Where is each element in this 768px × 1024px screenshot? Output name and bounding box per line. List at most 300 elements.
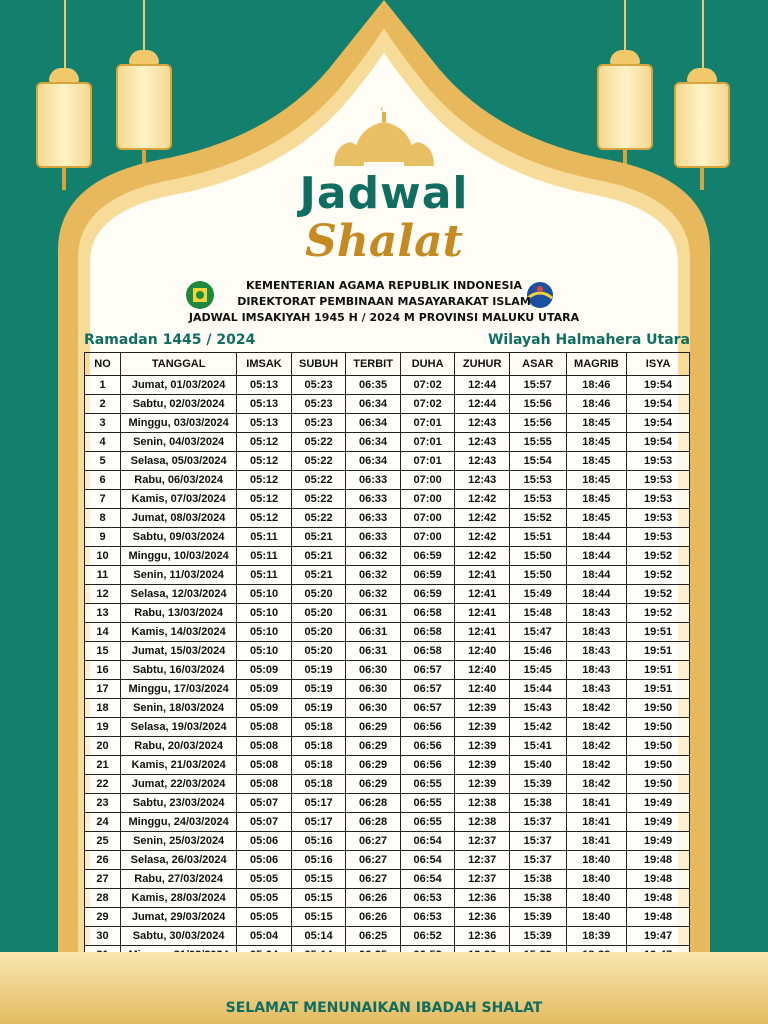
region-label: Wilayah Halmahera Utara	[487, 332, 690, 348]
table-cell: 05:13	[237, 414, 292, 433]
table-cell: 16	[85, 661, 121, 680]
table-cell: 15:39	[509, 927, 566, 946]
table-cell: 13	[85, 604, 121, 623]
column-header: ASAR	[509, 353, 566, 376]
table-cell: 05:21	[291, 566, 346, 585]
table-cell: Selasa, 19/03/2024	[121, 718, 237, 737]
table-cell: Minggu, 24/03/2024	[121, 813, 237, 832]
table-cell: 05:10	[237, 585, 292, 604]
table-cell: 19:48	[627, 908, 690, 927]
column-header: ISYA	[627, 353, 690, 376]
table-cell: 05:15	[291, 908, 346, 927]
schedule-table-wrap	[84, 352, 690, 965]
table-cell: 5	[85, 452, 121, 471]
table-cell: 19:51	[627, 661, 690, 680]
table-cell: 05:23	[291, 395, 346, 414]
table-cell: 12:43	[455, 452, 510, 471]
table-cell: Sabtu, 23/03/2024	[121, 794, 237, 813]
table-cell: 18:45	[566, 414, 627, 433]
column-header: TANGGAL	[121, 353, 237, 376]
table-cell: 05:11	[237, 566, 292, 585]
table-cell: 05:22	[291, 490, 346, 509]
column-header: SUBUH	[291, 353, 346, 376]
table-cell: 05:19	[291, 661, 346, 680]
table-cell: 06:56	[400, 718, 455, 737]
table-cell: 12:37	[455, 870, 510, 889]
table-cell: 06:27	[346, 832, 401, 851]
table-cell: 19:52	[627, 585, 690, 604]
table-cell: 15:39	[509, 908, 566, 927]
table-cell: 18:41	[566, 794, 627, 813]
table-cell: 06:54	[400, 870, 455, 889]
table-body	[85, 376, 690, 965]
table-cell: 06:58	[400, 623, 455, 642]
table-cell: 18:43	[566, 642, 627, 661]
table-cell: 05:06	[237, 851, 292, 870]
table-cell: 05:19	[291, 699, 346, 718]
table-cell: 15:56	[509, 395, 566, 414]
table-cell: 06:54	[400, 832, 455, 851]
org-line-2: DIREKTORAT PEMBINAAN MASAYARAKAT ISLAM	[237, 295, 531, 308]
table-cell: Senin, 04/03/2024	[121, 433, 237, 452]
table-cell: 19:54	[627, 414, 690, 433]
table-cell: 06:33	[346, 528, 401, 547]
table-cell: 12:42	[455, 547, 510, 566]
table-cell: 18:42	[566, 775, 627, 794]
table-cell: 05:10	[237, 623, 292, 642]
table-cell: 12:40	[455, 680, 510, 699]
table-cell: 05:11	[237, 528, 292, 547]
table-cell: 05:13	[237, 395, 292, 414]
table-cell: Selasa, 12/03/2024	[121, 585, 237, 604]
table-cell: 06:55	[400, 813, 455, 832]
table-cell: 7	[85, 490, 121, 509]
table-cell: 06:33	[346, 471, 401, 490]
table-row	[85, 490, 690, 509]
table-row	[85, 509, 690, 528]
table-cell: 1	[85, 376, 121, 395]
table-cell: 19:48	[627, 870, 690, 889]
table-cell: 18:44	[566, 528, 627, 547]
table-cell: 05:18	[291, 737, 346, 756]
table-cell: 05:08	[237, 737, 292, 756]
table-cell: 06:32	[346, 585, 401, 604]
table-cell: 06:26	[346, 889, 401, 908]
table-cell: 4	[85, 433, 121, 452]
table-cell: 18:39	[566, 927, 627, 946]
table-row	[85, 395, 690, 414]
table-cell: 06:28	[346, 794, 401, 813]
table-cell: 18:44	[566, 547, 627, 566]
table-cell: 05:16	[291, 851, 346, 870]
table-cell: 07:00	[400, 490, 455, 509]
table-cell: 24	[85, 813, 121, 832]
table-cell: 3	[85, 414, 121, 433]
table-row	[85, 775, 690, 794]
table-cell: Jumat, 01/03/2024	[121, 376, 237, 395]
table-cell: 05:05	[237, 889, 292, 908]
table-cell: 05:07	[237, 794, 292, 813]
table-row	[85, 718, 690, 737]
table-cell: 6	[85, 471, 121, 490]
table-cell: 15:53	[509, 471, 566, 490]
table-cell: 05:18	[291, 775, 346, 794]
table-cell: 05:08	[237, 718, 292, 737]
table-cell: 12:39	[455, 737, 510, 756]
table-cell: 06:53	[400, 908, 455, 927]
table-cell: Sabtu, 09/03/2024	[121, 528, 237, 547]
table-cell: 05:19	[291, 680, 346, 699]
table-cell: 05:10	[237, 604, 292, 623]
table-cell: Kamis, 07/03/2024	[121, 490, 237, 509]
table-cell: 15:38	[509, 870, 566, 889]
table-cell: Selasa, 05/03/2024	[121, 452, 237, 471]
table-cell: 18:43	[566, 661, 627, 680]
table-cell: 12:39	[455, 775, 510, 794]
table-cell: 07:02	[400, 376, 455, 395]
table-row	[85, 452, 690, 471]
table-cell: Kamis, 21/03/2024	[121, 756, 237, 775]
table-row	[85, 623, 690, 642]
table-header-row	[85, 353, 690, 376]
table-cell: 19:50	[627, 737, 690, 756]
table-cell: 12:38	[455, 794, 510, 813]
table-cell: 15:52	[509, 509, 566, 528]
table-cell: 06:57	[400, 661, 455, 680]
table-cell: 18:41	[566, 813, 627, 832]
table-cell: Jumat, 22/03/2024	[121, 775, 237, 794]
table-cell: 18:45	[566, 490, 627, 509]
table-cell: 06:34	[346, 414, 401, 433]
table-row	[85, 699, 690, 718]
table-cell: 06:56	[400, 737, 455, 756]
table-cell: 12:38	[455, 813, 510, 832]
table-cell: 06:58	[400, 642, 455, 661]
table-cell: 05:14	[291, 927, 346, 946]
table-cell: 12:39	[455, 756, 510, 775]
table-cell: 05:13	[237, 376, 292, 395]
table-cell: 06:54	[400, 851, 455, 870]
table-cell: 06:35	[346, 376, 401, 395]
table-cell: 19:54	[627, 376, 690, 395]
table-cell: Minggu, 10/03/2024	[121, 547, 237, 566]
table-cell: 18:42	[566, 718, 627, 737]
table-row	[85, 585, 690, 604]
org-line-3: JADWAL IMSAKIYAH 1945 H / 2024 M PROVINSI MALUKU UTARA	[188, 311, 580, 324]
table-cell: 06:29	[346, 756, 401, 775]
table-cell: 18:40	[566, 889, 627, 908]
table-cell: 29	[85, 908, 121, 927]
table-cell: 15:43	[509, 699, 566, 718]
table-cell: Senin, 18/03/2024	[121, 699, 237, 718]
table-cell: 05:15	[291, 870, 346, 889]
table-cell: Rabu, 20/03/2024	[121, 737, 237, 756]
table-cell: 19:53	[627, 452, 690, 471]
table-cell: 05:18	[291, 756, 346, 775]
table-cell: 06:33	[346, 509, 401, 528]
table-row	[85, 433, 690, 452]
table-cell: 15:51	[509, 528, 566, 547]
table-row	[85, 642, 690, 661]
table-cell: 19	[85, 718, 121, 737]
table-cell: 06:25	[346, 927, 401, 946]
table-cell: Jumat, 08/03/2024	[121, 509, 237, 528]
table-row	[85, 794, 690, 813]
table-cell: 15:49	[509, 585, 566, 604]
table-cell: 18:46	[566, 395, 627, 414]
table-cell: 05:10	[237, 642, 292, 661]
table-cell: 15:38	[509, 889, 566, 908]
table-cell: 28	[85, 889, 121, 908]
table-cell: 2	[85, 395, 121, 414]
org-line-1: KEMENTERIAN AGAMA REPUBLIK INDONESIA	[245, 279, 523, 292]
table-row	[85, 908, 690, 927]
table-cell: 18:46	[566, 376, 627, 395]
table-cell: 05:09	[237, 680, 292, 699]
table-cell: 15:41	[509, 737, 566, 756]
table-cell: 11	[85, 566, 121, 585]
table-cell: 12:41	[455, 585, 510, 604]
table-cell: 21	[85, 756, 121, 775]
table-cell: 12:41	[455, 604, 510, 623]
table-cell: Minggu, 03/03/2024	[121, 414, 237, 433]
table-cell: 05:20	[291, 585, 346, 604]
table-cell: 06:33	[346, 490, 401, 509]
table-cell: 05:07	[237, 813, 292, 832]
table-cell: 05:20	[291, 623, 346, 642]
table-cell: 12:36	[455, 889, 510, 908]
table-cell: 15	[85, 642, 121, 661]
table-row	[85, 661, 690, 680]
table-cell: 05:23	[291, 376, 346, 395]
table-cell: Sabtu, 30/03/2024	[121, 927, 237, 946]
table-cell: Senin, 11/03/2024	[121, 566, 237, 585]
table-cell: 14	[85, 623, 121, 642]
column-header: ZUHUR	[455, 353, 510, 376]
title-shalat: Shalat	[305, 216, 463, 267]
table-cell: 06:59	[400, 585, 455, 604]
table-cell: 07:01	[400, 414, 455, 433]
table-cell: 18:43	[566, 623, 627, 642]
table-cell: 15:45	[509, 661, 566, 680]
table-cell: Rabu, 06/03/2024	[121, 471, 237, 490]
table-cell: 07:00	[400, 509, 455, 528]
table-cell: 15:55	[509, 433, 566, 452]
column-header: NO	[85, 353, 121, 376]
table-row	[85, 604, 690, 623]
table-cell: 23	[85, 794, 121, 813]
table-cell: Rabu, 27/03/2024	[121, 870, 237, 889]
table-cell: 19:49	[627, 832, 690, 851]
table-cell: 06:56	[400, 756, 455, 775]
table-cell: 05:12	[237, 490, 292, 509]
table-cell: 07:00	[400, 471, 455, 490]
table-cell: 15:50	[509, 566, 566, 585]
table-cell: 15:54	[509, 452, 566, 471]
table-cell: 18:45	[566, 452, 627, 471]
table-cell: 05:08	[237, 775, 292, 794]
table-cell: 12:43	[455, 414, 510, 433]
table-cell: 06:31	[346, 604, 401, 623]
table-cell: 15:56	[509, 414, 566, 433]
table-cell: 19:53	[627, 509, 690, 528]
table-cell: 19:54	[627, 433, 690, 452]
table-cell: 07:02	[400, 395, 455, 414]
table-cell: 19:51	[627, 623, 690, 642]
table-row	[85, 870, 690, 889]
table-cell: 06:59	[400, 566, 455, 585]
table-row	[85, 528, 690, 547]
table-cell: 15:42	[509, 718, 566, 737]
table-cell: 8	[85, 509, 121, 528]
table-cell: 06:31	[346, 642, 401, 661]
table-cell: 15:39	[509, 775, 566, 794]
table-cell: 18:40	[566, 851, 627, 870]
table-cell: Kamis, 14/03/2024	[121, 623, 237, 642]
table-cell: 06:31	[346, 623, 401, 642]
table-cell: 05:22	[291, 452, 346, 471]
table-cell: Kamis, 28/03/2024	[121, 889, 237, 908]
table-cell: 05:12	[237, 471, 292, 490]
table-cell: 18	[85, 699, 121, 718]
table-cell: 06:30	[346, 680, 401, 699]
table-cell: 19:49	[627, 794, 690, 813]
table-cell: 25	[85, 832, 121, 851]
table-cell: 10	[85, 547, 121, 566]
table-cell: 12:40	[455, 642, 510, 661]
table-cell: 06:29	[346, 737, 401, 756]
table-cell: Sabtu, 16/03/2024	[121, 661, 237, 680]
table-cell: 12	[85, 585, 121, 604]
table-cell: 07:01	[400, 433, 455, 452]
table-cell: 15:46	[509, 642, 566, 661]
table-row	[85, 813, 690, 832]
title-jadwal: Jadwal	[299, 168, 469, 219]
table-cell: 05:20	[291, 642, 346, 661]
mosque-dome-icon	[330, 100, 438, 170]
table-cell: 05:18	[291, 718, 346, 737]
table-cell: 05:06	[237, 832, 292, 851]
table-cell: 18:43	[566, 680, 627, 699]
table-cell: 05:21	[291, 547, 346, 566]
table-cell: 15:37	[509, 813, 566, 832]
table-cell: 06:57	[400, 680, 455, 699]
table-cell: 05:04	[237, 927, 292, 946]
table-cell: 18:42	[566, 699, 627, 718]
table-cell: 18:42	[566, 756, 627, 775]
table-cell: 06:34	[346, 452, 401, 471]
column-header: DUHA	[400, 353, 455, 376]
table-cell: 05:05	[237, 870, 292, 889]
table-cell: 06:29	[346, 775, 401, 794]
table-cell: 05:12	[237, 433, 292, 452]
table-cell: 18:45	[566, 433, 627, 452]
table-cell: 12:36	[455, 927, 510, 946]
table-cell: 05:21	[291, 528, 346, 547]
table-row	[85, 927, 690, 946]
table-cell: 06:27	[346, 851, 401, 870]
table-cell: 18:41	[566, 832, 627, 851]
table-cell: 12:39	[455, 718, 510, 737]
table-row	[85, 414, 690, 433]
table-row	[85, 471, 690, 490]
table-cell: 19:50	[627, 775, 690, 794]
table-cell: 05:11	[237, 547, 292, 566]
table-cell: 15:40	[509, 756, 566, 775]
table-cell: 06:29	[346, 718, 401, 737]
table-cell: 05:05	[237, 908, 292, 927]
table-cell: 07:01	[400, 452, 455, 471]
table-cell: 05:17	[291, 813, 346, 832]
column-header: TERBIT	[346, 353, 401, 376]
column-header: MAGRIB	[566, 353, 627, 376]
table-cell: 19:47	[627, 927, 690, 946]
table-cell: 06:52	[400, 927, 455, 946]
table-cell: 05:16	[291, 832, 346, 851]
table-cell: 06:55	[400, 775, 455, 794]
table-cell: 12:37	[455, 851, 510, 870]
table-cell: 06:34	[346, 433, 401, 452]
table-cell: 12:42	[455, 509, 510, 528]
table-cell: 18:44	[566, 585, 627, 604]
table-row	[85, 889, 690, 908]
table-cell: Minggu, 17/03/2024	[121, 680, 237, 699]
table-cell: 12:41	[455, 566, 510, 585]
table-cell: 9	[85, 528, 121, 547]
table-cell: 19:52	[627, 547, 690, 566]
table-cell: 19:52	[627, 566, 690, 585]
column-header: IMSAK	[237, 353, 292, 376]
table-cell: 15:47	[509, 623, 566, 642]
table-cell: 06:27	[346, 870, 401, 889]
table-cell: 06:34	[346, 395, 401, 414]
table-cell: 06:30	[346, 699, 401, 718]
ramadan-label: Ramadan 1445 / 2024	[84, 332, 256, 348]
table-cell: 06:30	[346, 661, 401, 680]
table-cell: 18:40	[566, 870, 627, 889]
table-cell: 19:50	[627, 718, 690, 737]
table-row	[85, 756, 690, 775]
table-cell: 15:37	[509, 832, 566, 851]
table-cell: 05:12	[237, 452, 292, 471]
table-cell: 05:20	[291, 604, 346, 623]
table-cell: 19:49	[627, 813, 690, 832]
table-cell: 22	[85, 775, 121, 794]
table-row	[85, 832, 690, 851]
table-row	[85, 851, 690, 870]
table-cell: 18:45	[566, 471, 627, 490]
table-cell: 07:00	[400, 528, 455, 547]
table-cell: 05:09	[237, 661, 292, 680]
table-cell: 05:22	[291, 471, 346, 490]
table-cell: 05:23	[291, 414, 346, 433]
table-row	[85, 680, 690, 699]
table-cell: 05:09	[237, 699, 292, 718]
table-cell: 05:17	[291, 794, 346, 813]
table-cell: 05:22	[291, 433, 346, 452]
table-cell: 12:41	[455, 623, 510, 642]
table-cell: 18:42	[566, 737, 627, 756]
table-cell: 30	[85, 927, 121, 946]
table-cell: 18:45	[566, 509, 627, 528]
table-cell: 15:37	[509, 851, 566, 870]
table-cell: 18:40	[566, 908, 627, 927]
table-cell: 19:54	[627, 395, 690, 414]
table-cell: 15:50	[509, 547, 566, 566]
table-cell: 19:53	[627, 490, 690, 509]
table-cell: 27	[85, 870, 121, 889]
table-cell: 19:53	[627, 528, 690, 547]
